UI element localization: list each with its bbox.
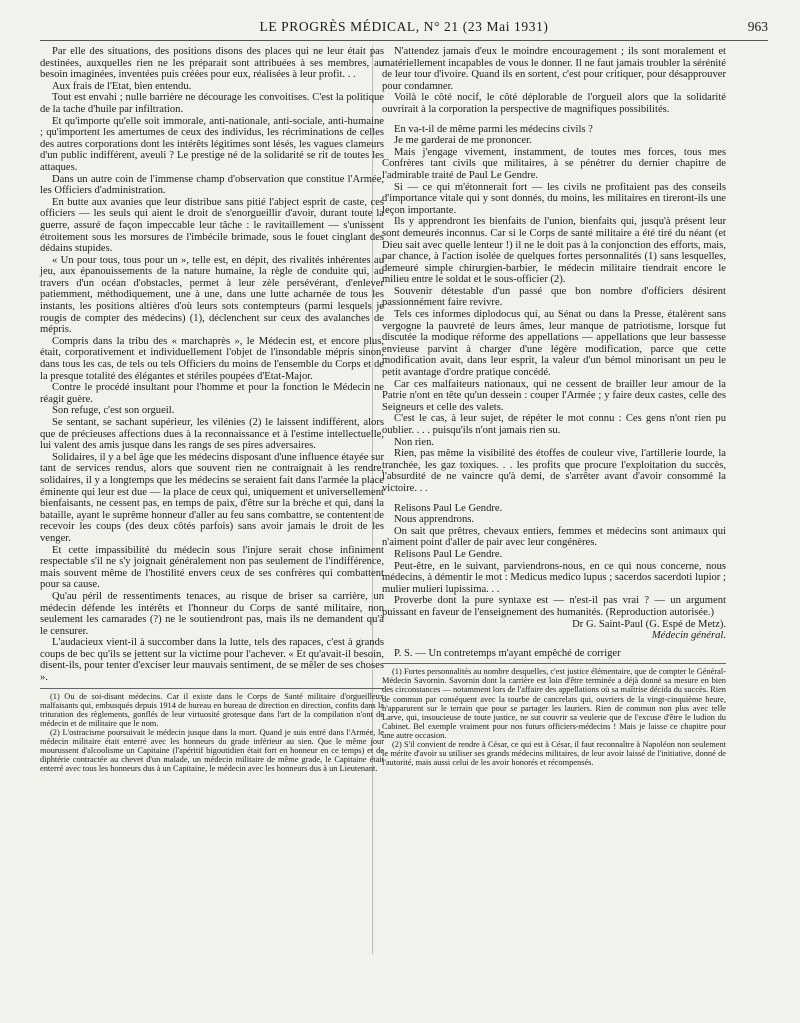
paragraph: Son refuge, c'est son orgueil. [52,405,175,417]
paragraph: Ils y apprendront les bienfaits de l'union, bienfaits qui, jusqu'à présent leur sont demeurés inconnus. Car si le Corps de santé militaire a été tiré du néant (et Dieu sait avec quelle lenteur !) il ne le doit pas à la conjonction des efforts, mais, par chance, à l'action isolée de quelques fortes personnalités (1) sans lesquelles, demeuré simple chirurgien-barbier, le médecin militaire tiendrait encore le milieu entre le soldat et le sous-officier (2). [382,216,726,286]
right-column-section-b [382,124,726,495]
paragraph: N'attendez jamais d'eux le moindre encouragement ; ils sont moralement et matériellement incapables de vous le donner. Il ne faut jamais troubler la sérénité de leur tour d'ivoire. Quand ils en sortent, c'est pour critiquer, pour désapprouver pour condamner. [382,46,726,92]
paragraph: En va-t-il de même parmi les médecins civils ? [394,123,593,135]
postscript: P. S. — Un contretemps m'ayant empêché de corriger [394,647,621,659]
paragraph: Souvenir détestable d'un passé que bon nombre d'officiers désirent passionnément faire revivre. [382,285,726,309]
paragraph: On sait que prêtres, chevaux entiers, femmes et médecins sont animaux qui n'aiment point d'aller de pair avec leur congénères. [382,525,726,549]
running-title: LE PROGRÈS MÉDICAL, N° 21 (23 Mai 1931) [259,19,549,34]
footnote: (1) Fortes personnalités au nombre desquelles, c'est justice élémentaire, que de compter le Général-Médecin Savornin. Savornin dont la carrière est loin d'être terminée a déjà donné sa mesure en bien des circonstances — notamment lors de l'affaire des appellations où sa maîtrise décida du succès. Rien de commun par conséquent avec la tourbe de cancrelats qui, ouvriers de la vingt-cinquième heure, n'apparurent sur le terrain que pour se partager les lauriers. Rien de commun non plus avec telle Larve, qui, insoucieuse de toute justice, ne sut couvrir sa veulerie que de l'excuse d'être le ludion du Cabinet. Bel exemple vraiment pour nos futurs officiers-médecins ! Mais je laisse ce chapitre pour une autre occasion. [382,667,726,740]
left-column [40,46,384,774]
paragraph: Et cette impassibilité du médecin sous l'injure serait chose infiniment respectable s'il ne s'y joignait généralement non pas seulement de l'indifférence, mais souvent même de l'hostilité envers ceux de ses confrères qui combattent pour sa cause. [40,544,384,591]
left-footnotes [40,692,384,774]
page-number: 963 [747,19,768,34]
left-column-body [40,46,384,684]
paragraph: Dans un autre coin de l'immense champ d'observation que constitue l'Armée, les Officiers d'administration. [40,173,384,197]
footnote: (2) S'il convient de rendre à César, ce qui est à César, il faut reconnaître à Napoléon non seulement le mérite d'avoir su utiliser ses grands médecins militaires, de leur avoir laissé de l'initiative, donné de l'autorité, mais aussi celui de les avoir honorés et récompensés. [382,740,726,768]
paragraph: Non rien. [394,436,435,448]
paragraph: Relisons Paul Le Gendre. [394,548,503,560]
footnote: (2) L'ostracisme poursuivait le médecin jusque dans la mort. Quand je suis entré dans l'Armée, le médecin militaire était enterré avec les honneurs du grade inférieur au sien. Que le même jour mourussent d'alcoolisme un Capitaine (l'apéritif bigoutidien était fort en honneur en ce temps) et de diphtérie contractée au chevet d'un malade, un médecin militaire de même grade, le Capitaine était enterré avec tous les honneurs dus à un Capitaine, le médecin avec les honneurs dus à un Lieutenant. [40,728,384,774]
paragraph: Aux frais de l'Etat, bien entendu. [52,80,192,92]
paragraph: Je me garderai de me prononcer. [394,135,532,147]
paragraph: « Un pour tous, tous pour un », telle est, en dépit, des rivalités inhérentes au jeu, aux épanouissements de la nature humaine, la règle de conduite qui, au travers d'un océan d'obstacles, permet à leur zèle persévérant, d'enlever patiemment, méthodiquement, une à une, dans une lutte acharnée de tous les instants, les positions altières d'où leurs sots contempteurs (parmi lesquels je rougis de compter des médecins) (1), déclenchent sur ceux des avalanches de mépris. [40,254,384,336]
signature-role: Médecin général. [651,630,726,642]
paragraph: Compris dans la tribu des « marchaprès », le Médecin est, et encore plus, était, corporativement et individuellement l'objet de l'insondable mépris sinon, dans tous les cas, de tels ou tels Officiers du moins de l'ensemble du Corps et de la presque totalité des élégantes et stériles poupées d'Etat-Major. [40,335,384,382]
right-column-section-c [382,503,726,619]
footnote-rule [40,688,384,689]
right-footnotes [382,667,726,767]
paragraph: En butte aux avanies que leur distribue sans pitié l'abject esprit de caste, ces officiers — les seuls qui aient le droit de s'enorgueillir d'avoir, durant toute la guerre, assuré de façon impeccable leur tâche : le ravitaillement — s'unissent étroitement sous les morsures de l'imbécile brimade, sous le fouet cinglant des dédains stupides. [40,196,384,255]
paragraph: Peut-être, en le suivant, parviendrons-nous, en ce qui nous concerne, nous médecins, à démentir le mot : Medicus medico lupus ; sacerdos sacerdoti lupior ; mulier mulieri lupissima. . . [382,560,726,595]
paragraph: Voilà le côté nocif, le côté déplorable de l'orgueil alors que la solidarité ouvrirait à la corporation la perspective de magnifiques possibilités. [382,92,726,115]
paragraph: Tels ces informes diplodocus qui, au Sénat ou dans la Presse, étalèrent sans vergogne la pauvreté de leurs âmes, leur manque de patriotisme, lorsque fut discutée la modique réforme des appellations — appellations que leur bassesse envieuse parvint à charger d'une légère modification, parce que cette modification avait, dans leur esprit, la valeur d'un bémol minorisant un peu le petit avantage d'ordre pratique concédé. [382,309,726,379]
paragraph: Par elle des situations, des positions disons des places qui ne leur était pas destinées, auxquelles rien ne les préparait sont attribuées à ses membres, au besoin imaginées, inventées puis créées pour eux, réalisées à leur profit. . . [40,46,384,81]
right-column [382,46,726,767]
paragraph: Se sentant, se sachant supérieur, les vilénies (2) le laissent indifférent, alors que de précieuses affections dues à la reconnaissance et à l'estime intellectuelle, lui valent des amis jusque dans les rangs de ses pires adversaires. [40,417,384,452]
paragraph: Si — ce qui m'étonnerait fort — les civils ne profitaient pas des conseils d'importance vitale qui y sont donnés, du moins, les militaires en tireront-ils une leçon importante. [382,181,726,216]
paragraph: Proverbe dont la pure syntaxe est — n'est-il pas vrai ? — un argument puissant en faveur de l'enseignement des humanités. (Reproduction autorisée.) [382,595,726,618]
paragraph: Solidaires, il y a bel âge que les médecins disposant d'une influence étayée sur tant de services rendus, alors que souvent rien ne contraignait à les rendre, solidaires, il y a longtemps que les médecins se seraient fait dans l'armée la place éminente qui leur est due — la place de ceux qui, uniquement et universellement bienfaisants, ne cessent pas, en temps de paix, d'être sur la brèche et qui, dans la bataille, ayant le suprême honneur d'aller au feu sans combattre, se contentent de recevoir les coups (des deux côtés parfois) sans avoir jamais le droit de les venger. [40,451,384,544]
paragraph: C'est le cas, à leur sujet, de répéter le mot connu : Ces gens n'ont rien pu oublier. . . . puisqu'ils n'ont jamais rien su. [382,413,726,436]
footnote-rule [382,663,726,664]
paragraph: Contre le procédé insultant pour l'homme et pour la fonction le Médecin ne réagit guère. [40,382,384,405]
paragraph: Relisons Paul Le Gendre. [394,502,503,514]
footnote: (1) Ou de soi-disant médecins. Car il existe dans le Corps de Santé militaire d'orgueilleux malfaisants qui, embusqués depuis 1914 de bureau en bureau de direction en direction, confits dans la trituration des règlements, gonflés de leur virtuosité grotesque dans l'art de la compilation n'ont de médecin et de militaire que le nom. [40,691,384,728]
paragraph: Car ces malfaiteurs nationaux, qui ne cessent de brailler leur amour de la Patrie n'ont en tête qu'un dessein : couper l'Armée ; y faire deux castes, celle des Seigneurs et celle des valets. [382,378,726,413]
paragraph: L'audacieux vient-il à succomber dans la lutte, tels des rapaces, c'est à grands coups de bec qu'ils se jettent sur la victime pour l'achever. « Et qu'avait-il besoin, disent-ils, pour tenter d'exciser leur mauvais sentiment, de se mêler de ses choses ». [40,637,384,684]
signature: Dr G. Saint-Paul (G. Espé de Metz). [572,618,726,630]
page-header [40,18,768,41]
paragraph: Mais j'engage vivement, instamment, de toutes mes forces, tous mes Confrères tant civils que militaires, à se pénétrer du dernier chapitre de l'admirable traité de Paul Le Gendre. [382,146,726,181]
paragraph: Nous apprendrons. [394,514,475,526]
paragraph: Rien, pas même la visibilité des étoffes de couleur vive, l'artillerie lourde, la tranchée, les gaz toxiques. . . les profits que procure l'exploitation du succès, l'absurdité de ne vaincre qu'à demi, de s'arrêter avant d'avoir consommé la victoire. . . [382,448,726,494]
paragraph: Et qu'importe qu'elle soit immorale, anti-nationale, anti-sociale, anti-humaine ; qu'importent les amertumes de ceux des individus, les récriminations de celles des autres corporations dont les intérêts légitimes sont lésés, les vagues clameurs d'un public indifférent, aveuli ? Le prestige né de la solidarité se rit de toutes les attaques. [40,115,384,173]
paragraph: Qu'au péril de ressentiments tenaces, au risque de briser sa carrière, un médecin défende les intérêts et l'honneur du Corps de santé militaire, non seulement les camarades (?) ne le soutiendront pas, mais ils ne demandent qu'à le censurer. [40,590,384,637]
paragraph: Tout est envahi ; nulle barrière ne décourage les convoitises. C'est la politique de la tache d'huile par infiltration. [40,92,384,115]
right-column-section-a [382,46,726,116]
